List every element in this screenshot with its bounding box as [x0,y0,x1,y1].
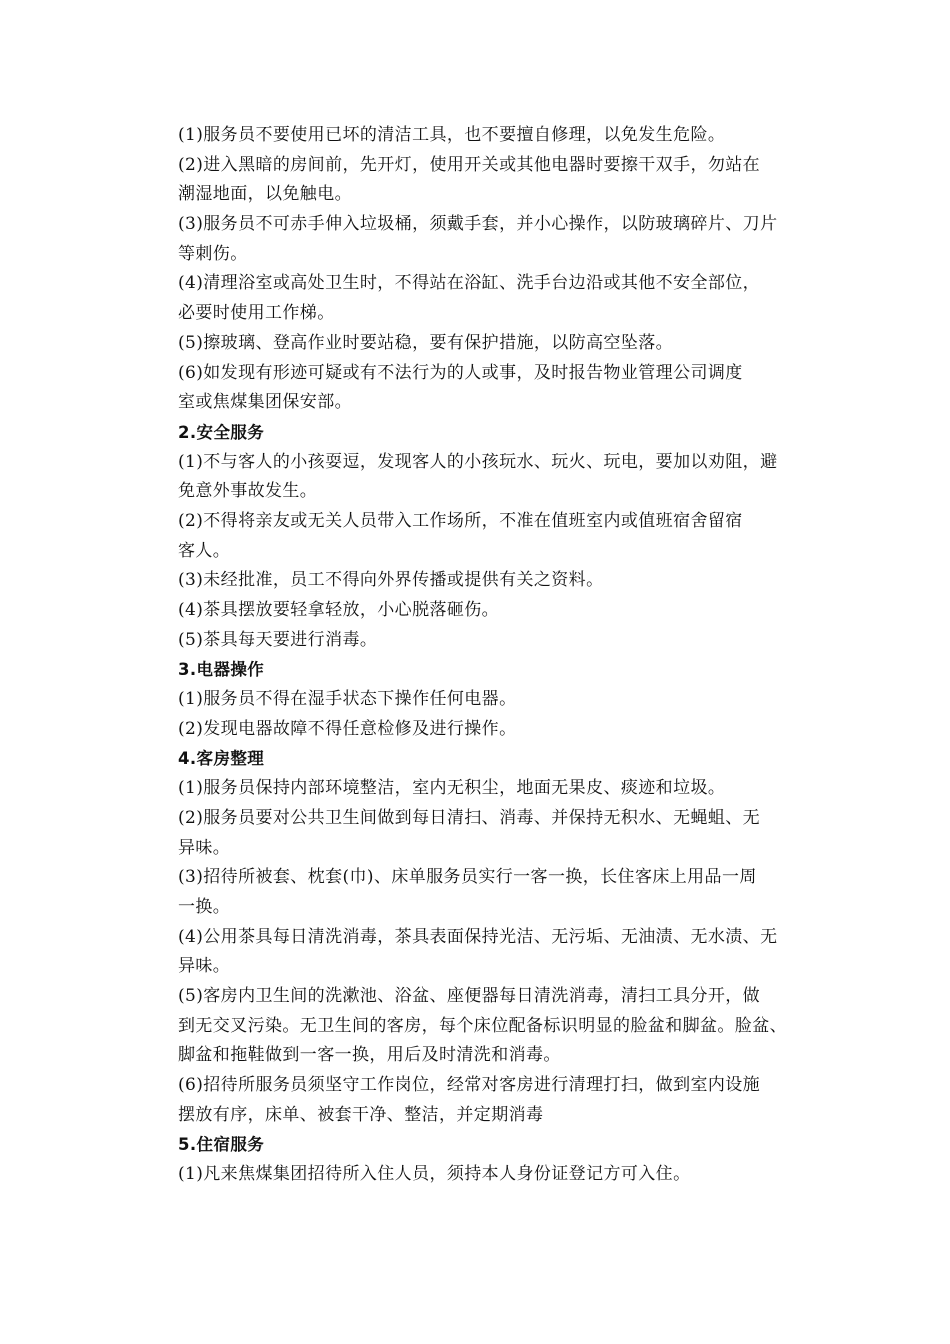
text-line: (1)凡来焦煤集团招待所入住人员，须持本人身份证登记方可入住。 [178,1164,691,1185]
text-line: 室或焦煤集团保安部。 [178,392,352,413]
text-line: (3)未经批准，员工不得向外界传播或提供有关之资料。 [178,570,604,591]
text-line: (5)擦玻璃、登高作业时要站稳，要有保护措施，以防高空坠落。 [178,332,674,353]
text-line: 免意外事故发生。 [178,481,318,502]
text-line: (1)服务员保持内部环境整洁，室内无积尘，地面无果皮、痰迹和垃圾。 [178,778,726,799]
text-line: 一换。 [178,896,231,917]
text-line: (4)公用茶具每日清洗消毒，茶具表面保持光洁、无污垢、无油渍、无水渍、无 [178,926,778,947]
section-heading: 5.住宿服务 [178,1135,265,1155]
text-line: (2)发现电器故障不得任意检修及进行操作。 [178,718,517,739]
text-line: (5)客房内卫生间的洗漱池、浴盆、座便器每日清洗消毒，清扫工具分开，做 [178,985,761,1006]
text-line: (1)不与客人的小孩耍逗，发现客人的小孩玩水、玩火、玩电，要加以劝阻，避 [178,451,778,472]
text-line: (6)如发现有形迹可疑或有不法行为的人或事，及时报告物业管理公司调度 [178,362,743,383]
section-heading: 2.安全服务 [178,422,265,442]
text-line: 潮湿地面，以免触电。 [178,184,352,205]
text-line: 客人。 [178,540,231,561]
text-line: 等刺伤。 [178,243,248,264]
text-line: (1)服务员不要使用已坏的清洁工具，也不要擅自修理，以免发生危险。 [178,125,726,145]
text-line: (4)清理浴室或高处卫生时，不得站在浴缸、洗手台边沿或其他不安全部位， [178,273,761,294]
text-line: (6)招待所服务员须坚守工作岗位，经常对客房进行清理打扫，做到室内设施 [178,1075,761,1095]
text-line: (1)服务员不得在湿手状态下操作任何电器。 [178,689,517,710]
text-line: (2)服务员要对公共卫生间做到每日清扫、消毒、并保持无积水、无蝇蛆、无 [178,807,761,828]
text-line: (4)茶具摆放要轻拿轻放，小心脱落砸伤。 [178,600,500,620]
text-line: 异味。 [178,837,231,858]
document-body [178,121,818,1190]
text-line: 必要时使用工作梯。 [178,303,335,324]
text-line: (5)茶具每天要进行消毒。 [178,629,378,650]
section-heading: 3.电器操作 [178,660,265,680]
text-line: 到无交叉污染。无卫生间的客房，每个床位配备标识明显的脸盆和脚盆。脸盆、 [178,1015,787,1036]
text-line: (2)不得将亲友或无关人员带入工作场所，不准在值班室内或值班宿舍留宿 [178,510,743,531]
text-line: (3)服务员不可赤手伸入垃圾桶，须戴手套，并小心操作，以防玻璃碎片、刀片 [178,214,778,235]
text-line: 摆放有序，床单、被套干净、整洁，并定期消毒 [178,1104,544,1125]
section-heading: 4.客房整理 [178,749,265,769]
text-line: 异味。 [178,956,231,977]
text-line: (2)进入黑暗的房间前，先开灯，使用开关或其他电器时要擦干双手，勿站在 [178,154,761,175]
text-line: 脚盆和拖鞋做到一客一换，用后及时清洗和消毒。 [178,1045,561,1066]
text-line: (3)招待所被套、枕套(巾)、床单服务员实行一客一换，长住客床上用品一周 [178,867,757,888]
